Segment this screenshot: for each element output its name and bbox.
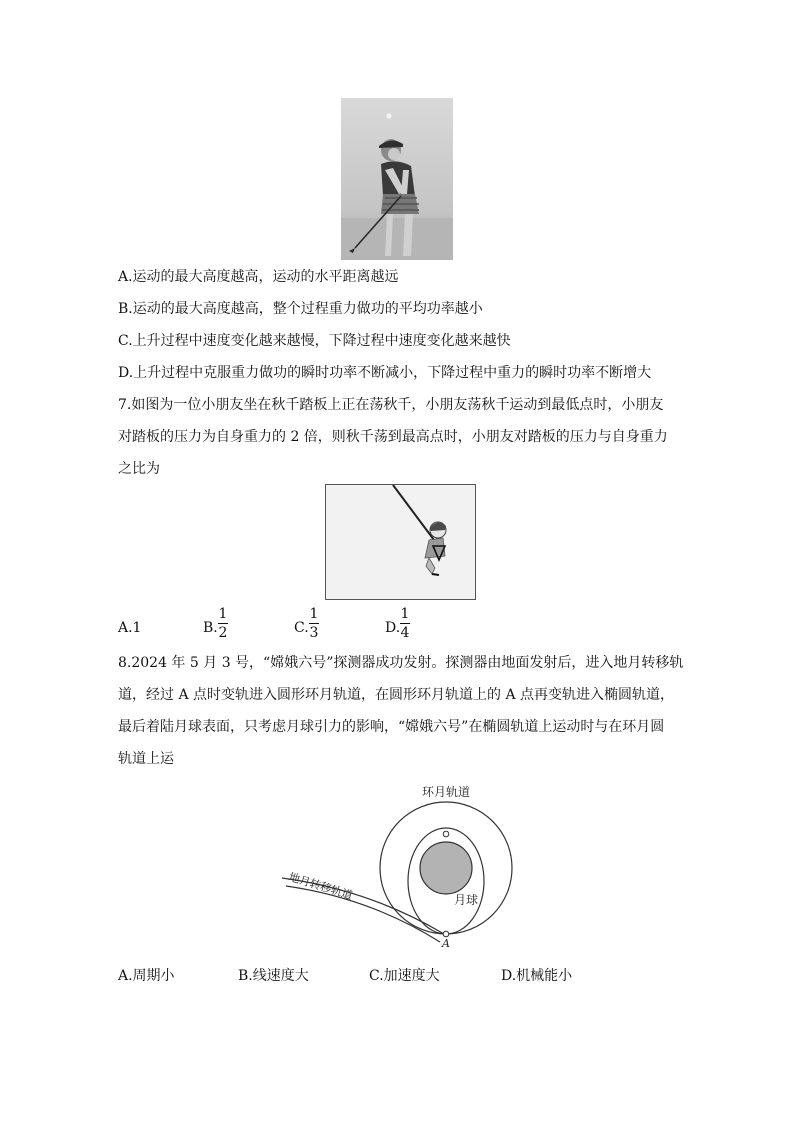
q7-option-c-prefix: C. [294, 620, 309, 636]
q8-stem-line-4: 轨道上运 [118, 751, 174, 767]
q7-option-a: A.1 [118, 620, 142, 636]
q7-stem-line-1: 7.如图为一位小朋友坐在秋千踏板上正在荡秋千，小朋友荡秋千运动到最低点时，小朋友 [118, 397, 664, 413]
fraction-bar [218, 623, 228, 624]
q7-option-d-denominator: 4 [400, 625, 410, 641]
q7-option-b-numerator: 1 [218, 606, 228, 622]
q7-option-c-numerator: 1 [309, 606, 319, 622]
q8-stem-line-2: 道，经过 A 点时变轨进入圆形环月轨道，在圆形环月轨道上的 A 点再变轨进入椭圆轨道， [118, 687, 675, 703]
q8-stem-line-3: 最后着陆月球表面，只考虑月球引力的影响，“嫦娥六号”在椭圆轨道上运动时与在环月圆 [118, 719, 665, 735]
q7-stem-line-2: 对踏板的压力为自身重力的 2 倍，则秋千荡到最高点时，小朋友对踏板的压力与自身重力 [118, 429, 668, 445]
q8-option-c: C.加速度大 [369, 968, 440, 984]
fraction-bar [309, 623, 319, 624]
q7-option-d-prefix: D. [385, 620, 401, 636]
moon-label: 月球 [453, 893, 479, 907]
q7-option-c-denominator: 3 [309, 625, 319, 641]
q7-option-d-numerator: 1 [400, 606, 410, 622]
q7-option-b-prefix: B. [203, 620, 218, 636]
q6-option-c: C.上升过程中速度变化越来越慢，下降过程中速度变化越来越快 [118, 333, 511, 349]
q6-option-b: B.运动的最大高度越高，整个过程重力做功的平均功率越小 [118, 301, 483, 317]
swing-figure [325, 484, 476, 600]
golf-photo [341, 98, 453, 260]
q8-option-d: D.机械能小 [501, 968, 573, 984]
q7-option-b-fraction [218, 606, 228, 641]
q6-option-a: A.运动的最大高度越高，运动的水平距离越远 [118, 269, 399, 285]
q8-stem-line-1: 8.2024 年 5 月 3 号，“嫦娥六号”探测器成功发射。探测器由地面发射后，进入地月转移轨 [118, 655, 684, 671]
q6-option-d: D.上升过程中克服重力做功的瞬时功率不断减小，下降过程中重力的瞬时功率不断增大 [118, 365, 652, 381]
q7-stem-line-3: 之比为 [118, 461, 160, 477]
point-a-label: A [442, 937, 450, 950]
fraction-bar [400, 623, 410, 624]
orbit-label: 环月轨道 [421, 785, 471, 799]
apoapsis-point [443, 831, 449, 837]
moon [420, 842, 472, 894]
q7-option-c-fraction [309, 606, 319, 641]
orbit-diagram [280, 780, 520, 950]
q7-option-b-denominator: 2 [218, 625, 228, 641]
q7-option-d-fraction [400, 606, 410, 641]
q8-option-b: B.线速度大 [238, 968, 309, 984]
transfer-orbit-label: 地月转移轨道 [287, 870, 355, 903]
point-a [443, 931, 449, 937]
q8-option-a: A.周期小 [118, 968, 175, 984]
